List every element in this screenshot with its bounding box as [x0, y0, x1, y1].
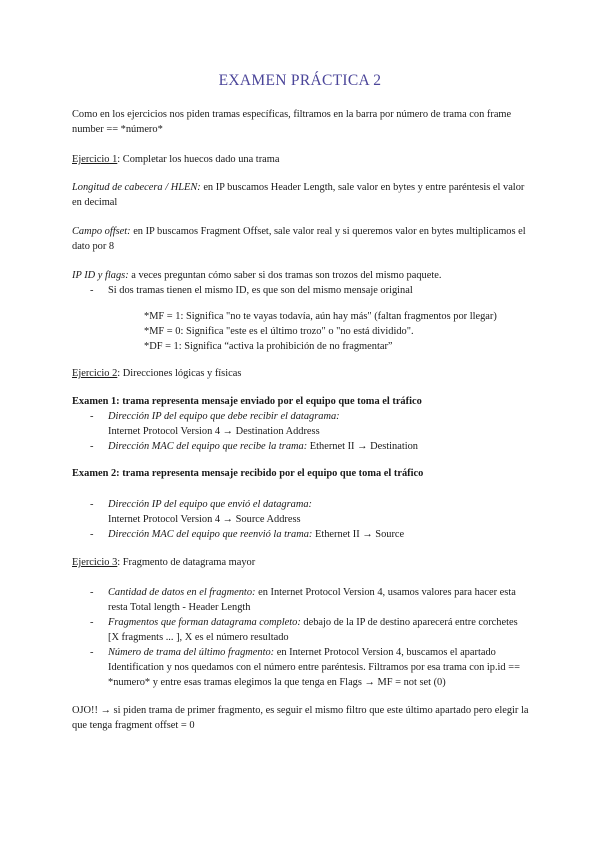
examen-2-title: Examen 2: trama representa mensaje recibido por el equipo que toma el tráfico: [72, 468, 424, 479]
ej3-item-fragmentos-text: debajo de la IP de destino aparecerá entre corchetes [X fragments ... ], X es el número resultado: [108, 617, 518, 643]
hlen-paragraph: [72, 180, 532, 210]
examen-2-ip-label: Dirección IP del equipo que envió el datagrama:: [108, 499, 313, 510]
ej3-item-ultimo-label: Número de trama del último fragmento:: [108, 647, 275, 658]
ej3-item-datos: [108, 585, 528, 615]
page-title: EXAMEN PRÁCTICA 2: [218, 72, 382, 89]
offset-text: en IP buscamos Fragment Offset, sale valor real y si queremos valor en bytes multiplicamos el dato por 8: [72, 226, 526, 252]
ejercicio-2-label: Ejercicio 2: [72, 368, 118, 379]
examen-1-ip-item: [108, 409, 528, 439]
ejercicio-1-label: Ejercicio 1: [72, 154, 118, 165]
hlen-label: Longitud de cabecera / HLEN:: [72, 182, 201, 193]
examen-1-ip-value: Internet Protocol Version 4 → Destination Address: [108, 426, 320, 437]
ejercicio-3-desc: : Fragmento de datagrama mayor: [117, 557, 256, 568]
examen-1-ip-label: Dirección IP del equipo que debe recibir el datagrama:: [108, 411, 340, 422]
ejercicio-3-label: Ejercicio 3: [72, 557, 118, 568]
ejercicio-2-heading: [72, 366, 532, 381]
hlen-text: en IP buscamos Header Length, sale valor en bytes y entre paréntesis el valor en decimal: [72, 182, 525, 208]
ej3-item-fragmentos-label: Fragmentos que forman datagrama completo:: [108, 617, 301, 628]
bullet-dash: -: [90, 529, 94, 540]
examen-1-title: Examen 1: trama representa mensaje enviado por el equipo que toma el tráfico: [72, 396, 422, 407]
bullet-dash: -: [90, 647, 94, 658]
offset-paragraph: [72, 224, 532, 254]
ejercicio-1-desc: : Completar los huecos dado una trama: [117, 154, 280, 165]
flag-mf0: *MF = 0: Significa "este es el último trozo" o "no está dividido".: [144, 326, 414, 337]
intro-paragraph: Como en los ejercicios nos piden tramas específicas, filtramos en la barra por número de trama con frame number == *número*: [72, 109, 512, 135]
examen-1-mac-label: Dirección MAC del equipo que recibe la trama:: [108, 441, 308, 452]
examen-2-mac-label: Dirección MAC del equipo que reenvió la trama:: [108, 529, 313, 540]
ipid-bullet: Si dos tramas tienen el mismo ID, es que son del mismo mensaje original: [108, 285, 413, 296]
bullet-dash: -: [90, 285, 94, 296]
ipid-label: IP ID y flags:: [72, 270, 129, 281]
ej3-item-fragmentos: [108, 615, 528, 645]
examen-1-mac-value: Ethernet II → Destination: [307, 441, 419, 452]
bullet-dash: -: [90, 441, 94, 452]
ejercicio-2-desc: : Direcciones lógicas y físicas: [117, 368, 242, 379]
flag-mf1: *MF = 1: Significa "no te vayas todavía, aún hay más" (faltan fragmentos por llegar): [144, 311, 497, 322]
ej3-item-datos-label: Cantidad de datos en el fragmento:: [108, 587, 256, 598]
bullet-dash: -: [90, 617, 94, 628]
ejercicio-1-heading: [72, 152, 532, 167]
offset-label: Campo offset:: [72, 226, 131, 237]
examen-2-ip-item: [108, 497, 528, 527]
bullet-dash: -: [90, 411, 94, 422]
bullet-dash: -: [90, 587, 94, 598]
ipid-text: a veces preguntan cómo saber si dos tramas son trozos del mismo paquete.: [128, 270, 442, 281]
examen-2-mac-value: Ethernet II → Source: [312, 529, 405, 540]
ej3-item-ultimo-text: en Internet Protocol Version 4, buscamos el apartado Identification y nos quedamos con el número entre paréntesis. Filtramos por esa trama con ip.id == *numero* y entre esas tramas elegimos la que tenga en Flags → MF = not set (0): [108, 647, 520, 688]
examen-2-mac-item: [108, 527, 528, 542]
ej3-item-ultimo: [108, 645, 528, 690]
examen-2-ip-value: Internet Protocol Version 4 → Source Address: [108, 514, 301, 525]
examen-1-mac-item: [108, 439, 528, 454]
ipid-paragraph: [72, 268, 532, 283]
bullet-dash: -: [90, 499, 94, 510]
ojo-note: OJO!! → si piden trama de primer fragmento, es seguir el mismo filtro que este último apartado pero elegir la que tenga fragment offset = 0: [72, 705, 529, 731]
ej3-item-datos-text: en Internet Protocol Version 4, usamos valores para hacer esta resta Total length - Header Length: [108, 587, 516, 613]
flag-df1: *DF = 1: Significa “activa la prohibición de no fragmentar”: [144, 341, 393, 352]
ejercicio-3-heading: [72, 555, 532, 570]
